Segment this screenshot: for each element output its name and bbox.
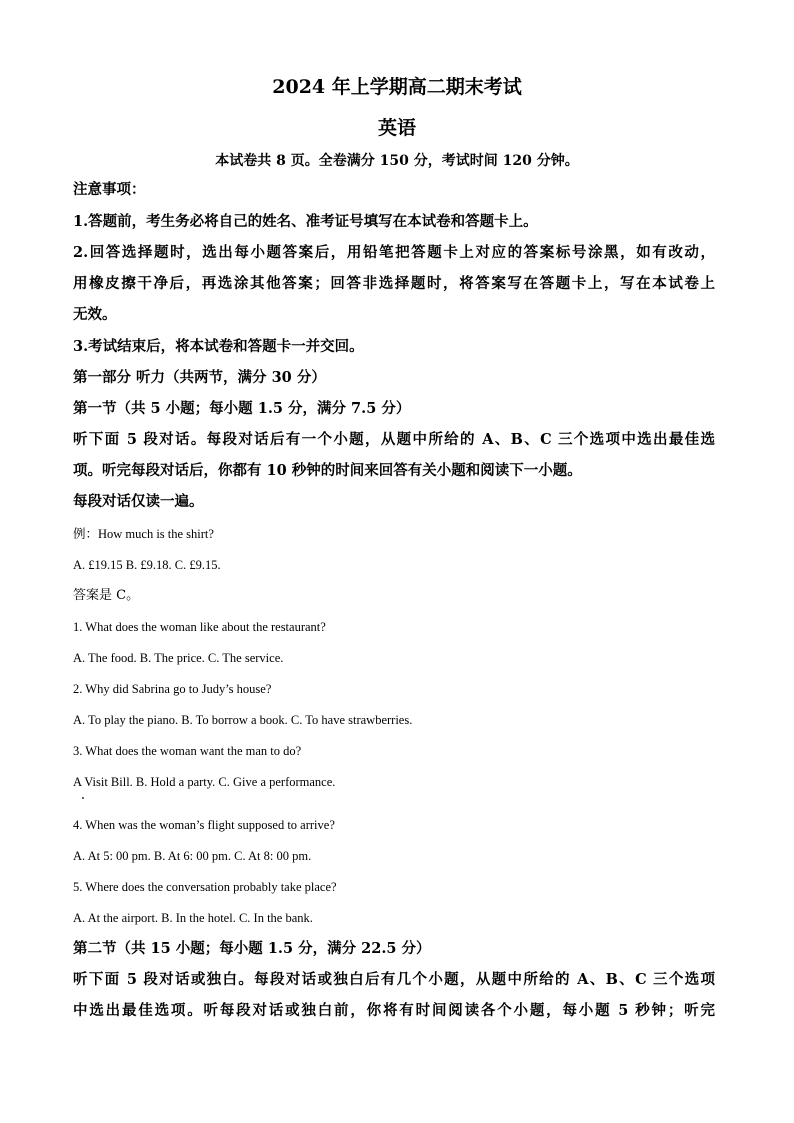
question-3: 3. What does the woman want the man to do? (73, 744, 302, 758)
section-1-heading: 第一节（共 5 小题；每小题 1.5 分，满分 7.5 分） (73, 400, 411, 417)
section-1-instruction-line-1: 听下面 5 段对话。每段对话后有一个小题，从题中所给的 A、B、C 三个选项中选出最佳选 (73, 431, 715, 448)
part-1-heading: 第一部分 听力（共两节，满分 30 分） (73, 369, 326, 386)
section-2-instruction-line-2: 中选出最佳选项。听每段对话或独白前，你将有时间阅读各个小题，每小题 5 秒钟；听完 (73, 1002, 715, 1019)
section-2-instruction-line-1: 听下面 5 段对话或独白。每段对话或独白后有几个小题，从题中所给的 A、B、C 三个选项 (73, 971, 715, 988)
question-5-options: A. At the airport. B. In the hotel. C. In the bank. (73, 911, 313, 925)
notice-item-1: 1.答题前，考生务必将自己的姓名、准考证号填写在本试卷和答题卡上。 (73, 213, 538, 230)
notice-item-2-line-3: 无效。 (73, 306, 117, 323)
question-3-options: A Visit Bill. B. Hold a party. C. Give a performance. (73, 775, 336, 789)
notice-heading: 注意事项： (73, 181, 146, 198)
question-5: 5. Where does the conversation probably take place? (73, 880, 337, 894)
example-question: 例：How much is the shirt? (73, 527, 214, 541)
question-1: 1. What does the woman like about the restaurant? (73, 620, 326, 634)
section-1-instruction-line-2: 项。听完每段对话后，你都有 10 秒钟的时间来回答有关小题和阅读下一小题。 (73, 462, 582, 479)
notice-item-2-line-2: 用橡皮擦干净后，再选涂其他答案；回答非选择题时，将答案写在答题卡上，写在本试卷上 (73, 275, 715, 292)
stray-dot (82, 797, 84, 799)
question-4-options: A. At 5: 00 pm. B. At 6: 00 pm. C. At 8: 00 pm. (73, 849, 312, 863)
subject-title: 英语 (377, 117, 416, 139)
question-4: 4. When was the woman’s flight supposed to arrive? (73, 818, 335, 832)
exam-title: 2024 年上学期高二期末考试 (272, 76, 522, 98)
exam-info: 本试卷共 8 页。全卷满分 150 分，考试时间 120 分钟。 (215, 153, 579, 169)
question-2-options: A. To play the piano. B. To borrow a book. C. To have strawberries. (73, 713, 413, 727)
section-2-heading: 第二节（共 15 小题；每小题 1.5 分，满分 22.5 分） (73, 940, 431, 957)
example-answer: 答案是 C。 (73, 588, 140, 603)
section-1-instruction-line-3: 每段对话仅读一遍。 (73, 493, 204, 510)
question-2: 2. Why did Sabrina go to Judy’s house? (73, 682, 272, 696)
example-options: A. £19.15 B. £9.18. C. £9.15. (73, 558, 221, 572)
question-1-options: A. The food. B. The price. C. The service. (73, 651, 284, 665)
notice-item-3: 3.考试结束后，将本试卷和答题卡一并交回。 (73, 338, 364, 355)
notice-item-2-line-1: 2.回答选择题时，选出每小题答案后，用铅笔把答题卡上对应的答案标号涂黑，如有改动， (73, 244, 715, 261)
